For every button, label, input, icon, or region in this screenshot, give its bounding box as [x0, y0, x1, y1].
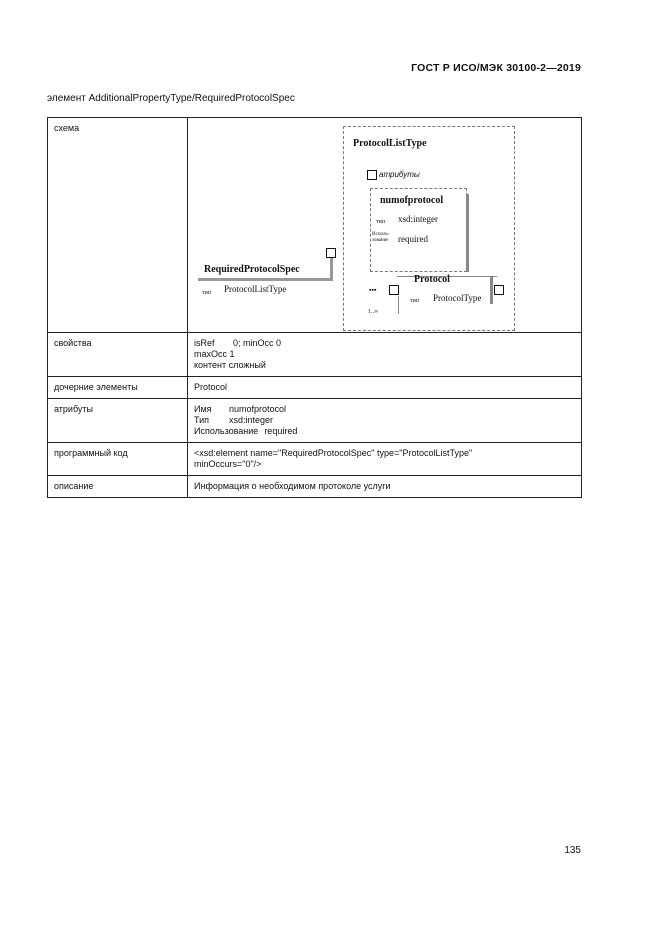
attribute-use-label: Исполь- зование [372, 232, 390, 243]
attributes-box-icon [367, 170, 377, 180]
attributes-value: Имя numofprotocol Тип xsd:integer Использование required [188, 399, 582, 443]
element-type: ProtocolListType [224, 284, 287, 294]
element-type-label: тип [202, 290, 212, 296]
children-label: дочерние элементы [48, 377, 188, 399]
child-type-label: тип [410, 298, 420, 304]
child-type: ProtocolType [433, 293, 482, 303]
description-value: Информация о необходимом протоколе услуги [188, 476, 582, 498]
table-row [48, 443, 582, 476]
child-expand-icon[interactable] [494, 285, 504, 295]
attribute-shadow [466, 194, 469, 272]
element-title: элемент AdditionalPropertyType/RequiredProtocolSpec [47, 93, 295, 104]
description-label: описание [48, 476, 188, 498]
sequence-symbol: ▪▪▪ [369, 287, 377, 294]
attributes-label: атрибуты [379, 170, 420, 179]
element-name: RequiredProtocolSpec [204, 264, 300, 275]
attributes-row-label: атрибуты [48, 399, 188, 443]
table-row [48, 118, 582, 333]
properties-value: isRef 0; minOcc 0 maxOcc 1 контент сложный [188, 333, 582, 377]
document-header: ГОСТ Р ИСО/МЭК 30100-2—2019 [411, 62, 581, 74]
child-left-line [398, 296, 399, 314]
attribute-type: xsd:integer [398, 214, 438, 224]
schema-label: схема [48, 118, 188, 333]
properties-label: свойства [48, 333, 188, 377]
child-name: Protocol [414, 274, 450, 285]
table-row [48, 399, 582, 443]
element-expand-icon[interactable] [326, 248, 336, 258]
table-row [48, 377, 582, 399]
table-row [48, 333, 582, 377]
complex-type-name: ProtocolListType [353, 138, 427, 149]
element-table [47, 117, 582, 498]
schema-diagram [188, 118, 582, 333]
attribute-name: numofprotocol [380, 195, 444, 206]
sequence-expand-icon[interactable] [389, 285, 399, 295]
child-occurs: 1..∞ [368, 309, 379, 315]
code-value: <xsd:element name="RequiredProtocolSpec" type="ProtocolListType" minOccurs="0"/> [188, 443, 582, 476]
table-row [48, 476, 582, 498]
code-label: программный код [48, 443, 188, 476]
attribute-use: required [398, 234, 428, 244]
page-number: 135 [564, 845, 581, 856]
child-shadow [490, 276, 493, 304]
attribute-type-label: тип [376, 219, 386, 225]
children-value: Protocol [188, 377, 582, 399]
